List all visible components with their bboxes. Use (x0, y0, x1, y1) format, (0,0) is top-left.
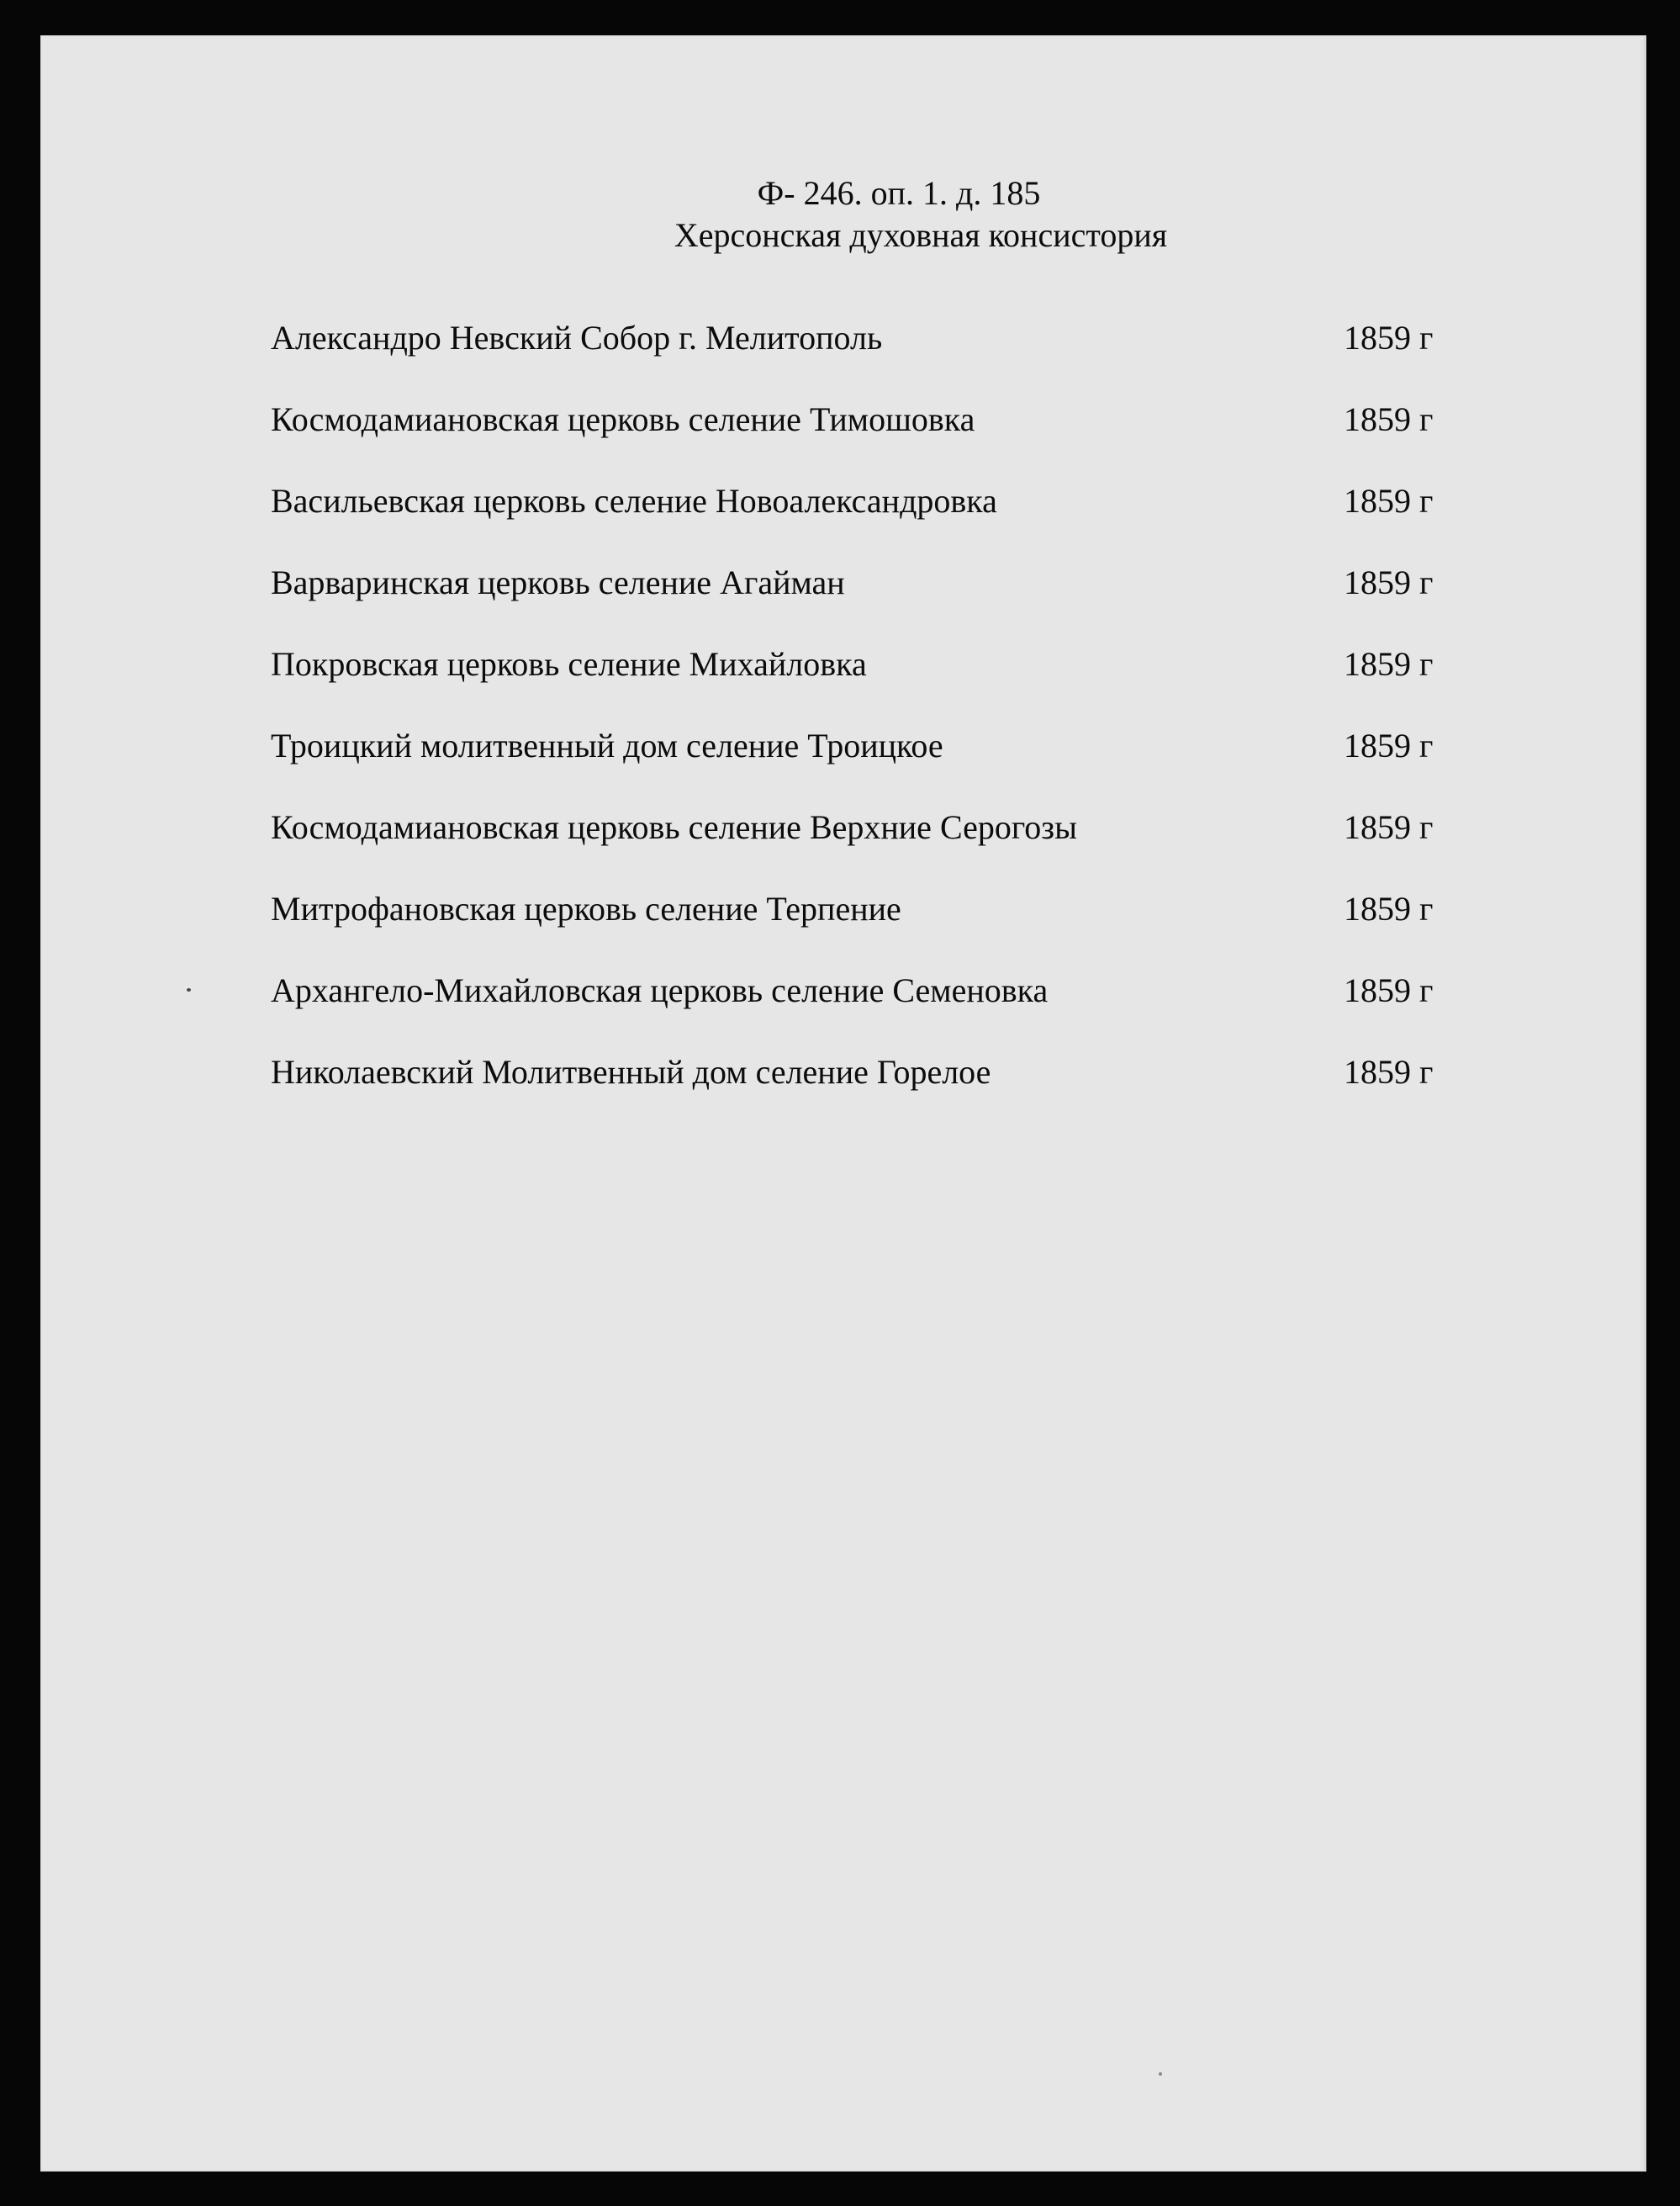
list-item (271, 399, 1448, 481)
church-year: 1859 г (1344, 563, 1434, 601)
church-year: 1859 г (1344, 808, 1434, 846)
ink-speck (187, 988, 191, 992)
church-name: Космодамиановская церковь селение Верхние Серогозы (271, 808, 1077, 846)
list-item (271, 318, 1448, 399)
document-page (40, 35, 1646, 2172)
church-year: 1859 г (1344, 1053, 1434, 1091)
list-item (271, 563, 1448, 644)
church-name: Архангело-Михайловская церковь селение Семеновка (271, 971, 1049, 1009)
church-year: 1859 г (1344, 727, 1434, 764)
church-year: 1859 г (1344, 319, 1434, 357)
church-year: 1859 г (1344, 971, 1434, 1009)
archive-reference: Ф- 246. оп. 1. д. 185 (757, 174, 1041, 212)
church-year: 1859 г (1344, 400, 1434, 438)
list-item (271, 807, 1448, 889)
church-name: Варваринская церковь селение Агайман (271, 563, 845, 601)
church-name: Николаевский Молитвенный дом селение Горелое (271, 1053, 991, 1091)
list-item (271, 1052, 1448, 1134)
document-title: Херсонская духовная консистория (674, 216, 1168, 254)
church-name: Космодамиановская церковь селение Тимошовка (271, 400, 975, 438)
list-item (271, 726, 1448, 807)
list-item (271, 971, 1448, 1052)
list-item (271, 889, 1448, 971)
church-name: Васильевская церковь селение Новоалександровка (271, 482, 997, 520)
church-name: Троицкий молитвенный дом селение Троицкое (271, 727, 943, 764)
list-item (271, 481, 1448, 563)
church-year: 1859 г (1344, 645, 1434, 683)
church-name: Митрофановская церковь селение Терпение (271, 890, 901, 928)
church-name: Покровская церковь селение Михайловка (271, 645, 867, 683)
list-item (271, 644, 1448, 726)
church-name: Александро Невский Собор г. Мелитополь (271, 319, 883, 357)
ink-speck (1159, 2072, 1162, 2076)
church-year: 1859 г (1344, 890, 1434, 928)
church-year: 1859 г (1344, 482, 1434, 520)
church-list (271, 318, 1448, 1134)
